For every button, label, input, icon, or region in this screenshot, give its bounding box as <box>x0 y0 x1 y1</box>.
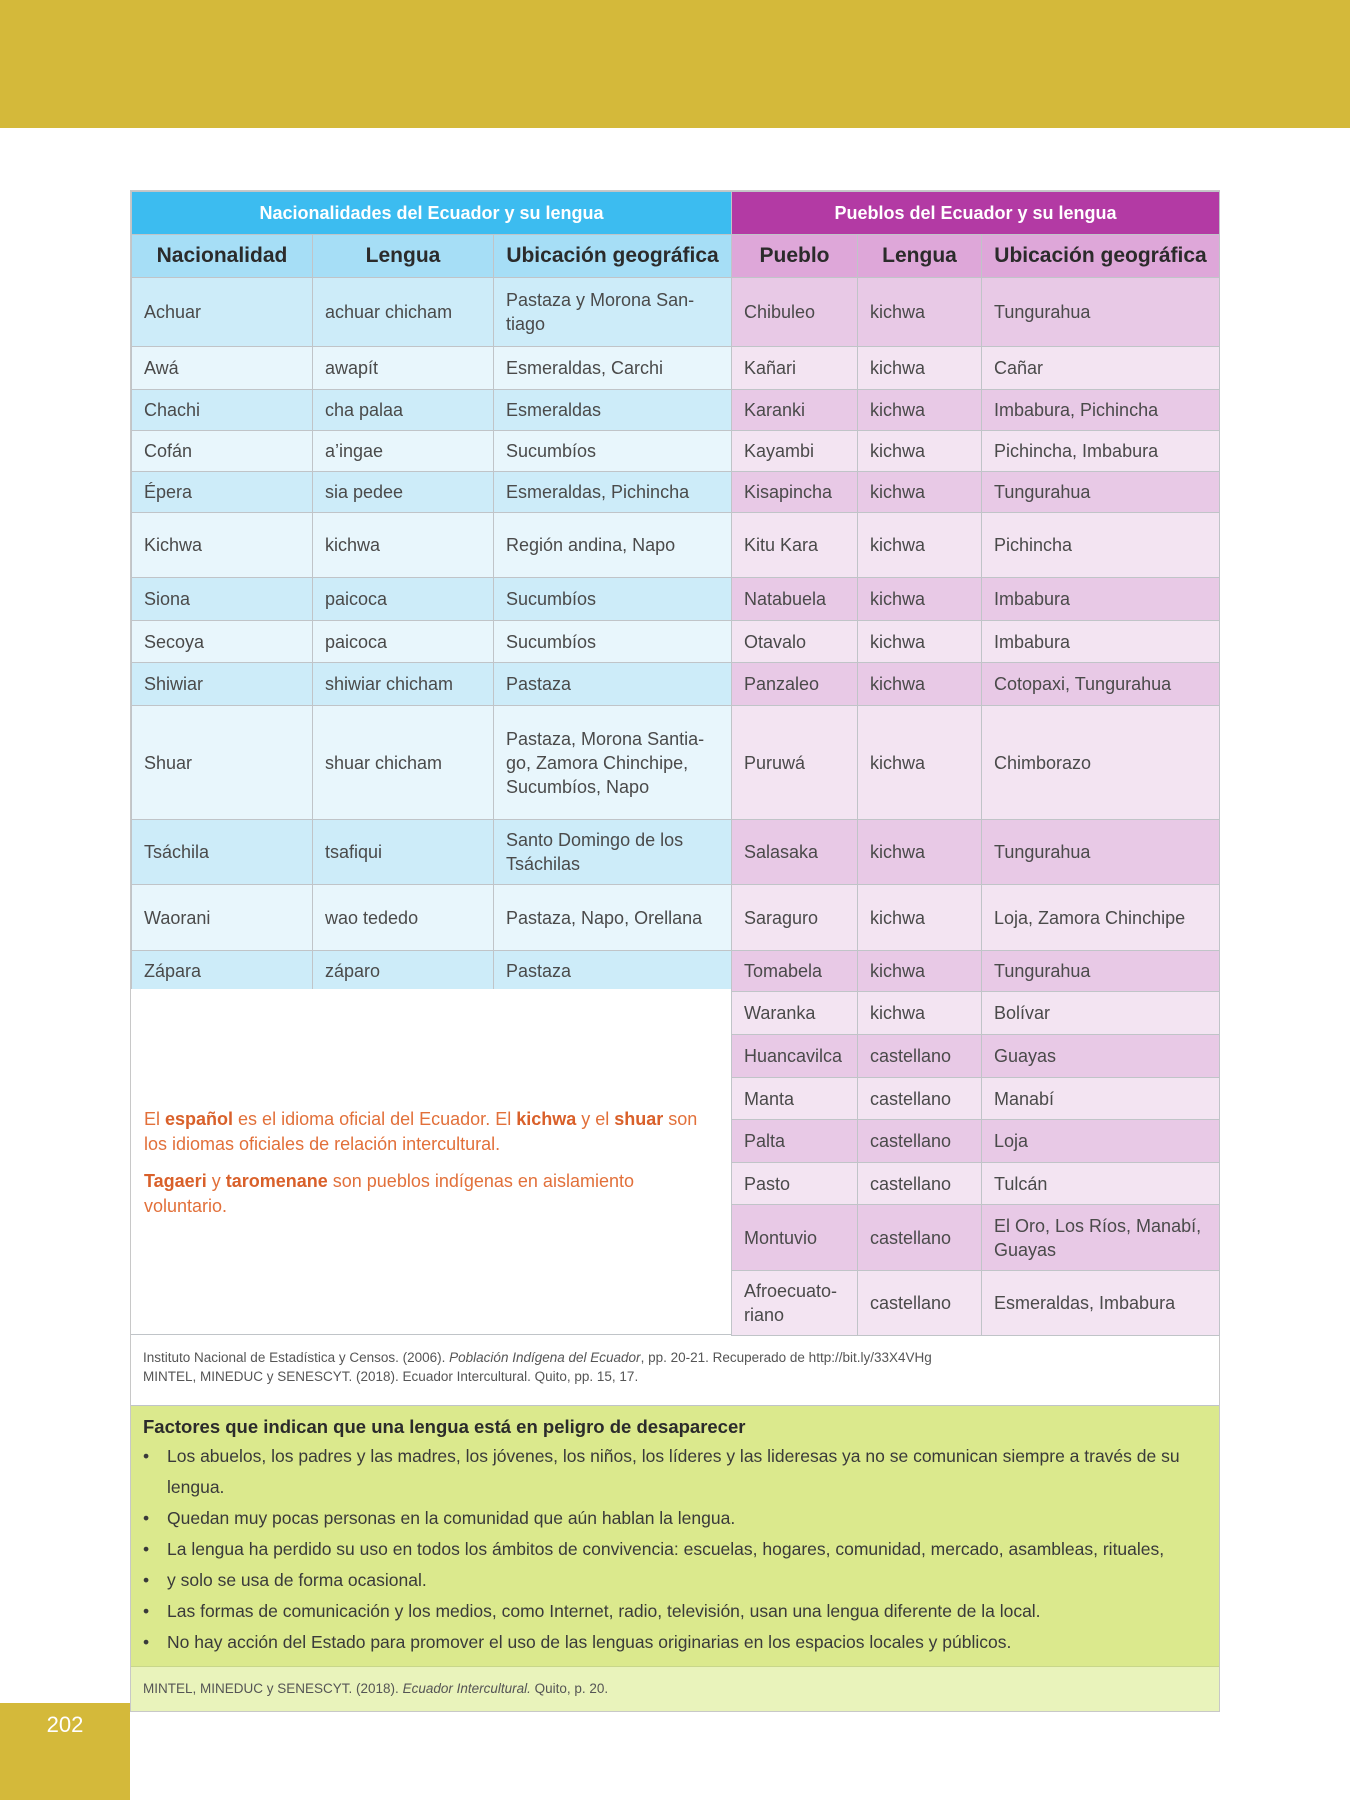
cell: Pastaza <box>494 663 732 706</box>
bullet-icon: • <box>143 1446 150 1466</box>
cell: Afroecuato-riano <box>732 1271 858 1336</box>
cell: achuar chicham <box>313 278 494 347</box>
peoples-caption: Pueblos del Ecuador y su lengua <box>732 192 1220 235</box>
table-row <box>132 951 732 992</box>
cell: Kisapincha <box>732 472 858 513</box>
cell: El Oro, Los Ríos, Manabí, Guayas <box>982 1205 1220 1271</box>
table-row <box>732 1035 1220 1078</box>
cell: Siona <box>132 578 313 621</box>
cell: kichwa <box>858 885 982 951</box>
table-row <box>732 578 1220 621</box>
cell: kichwa <box>858 706 982 820</box>
source-1: Instituto Nacional de Estadística y Censos. (2006). Población Indígena del Ecuador, pp. 20-21. Recuperado de http://bit.ly/33X4VHg <box>143 1350 932 1365</box>
cell: Cañar <box>982 347 1220 390</box>
cell: Achuar <box>132 278 313 347</box>
table-row <box>132 663 732 706</box>
header-nacionalidad: Nacionalidad <box>132 235 313 278</box>
cell: Huancavilca <box>732 1035 858 1078</box>
cell: Kayambi <box>732 431 858 472</box>
cell: Sucumbíos <box>494 578 732 621</box>
cell: Sucumbíos <box>494 621 732 663</box>
cell: Shiwiar <box>132 663 313 706</box>
cell: Tungurahua <box>982 472 1220 513</box>
cell: Karanki <box>732 390 858 431</box>
cell: a’ingae <box>313 431 494 472</box>
list-item: • Las formas de comunicación y los medios, como Internet, radio, televisión, usan una lengua diferente de la local. <box>143 1596 1207 1627</box>
cell: Panzaleo <box>732 663 858 706</box>
cell: kichwa <box>858 513 982 578</box>
cell: paicoca <box>313 578 494 621</box>
cell: kichwa <box>858 663 982 706</box>
cell: kichwa <box>858 992 982 1035</box>
cell: kichwa <box>858 578 982 621</box>
table-row <box>732 621 1220 663</box>
cell: Waranka <box>732 992 858 1035</box>
peoples-table <box>731 191 1219 1336</box>
cell: Tungurahua <box>982 951 1220 992</box>
bullet-icon: • <box>143 1539 150 1559</box>
cell: Chachi <box>132 390 313 431</box>
cell: Pastaza y Morona San-tiago <box>494 278 732 347</box>
header-lengua: Lengua <box>858 235 982 278</box>
table-row <box>732 1078 1220 1120</box>
factors-list <box>143 1441 1207 1658</box>
cell: Esmeraldas, Pichincha <box>494 472 732 513</box>
cell: kichwa <box>858 820 982 885</box>
table-row <box>732 885 1220 951</box>
cell: Natabuela <box>732 578 858 621</box>
table-row <box>732 513 1220 578</box>
table-row <box>132 431 732 472</box>
table-row <box>732 992 1220 1035</box>
list-item: • y solo se usa de forma ocasional. <box>143 1565 1207 1596</box>
bullet-icon: • <box>143 1570 150 1590</box>
cell: Chimborazo <box>982 706 1220 820</box>
table-row <box>132 621 732 663</box>
cell: castellano <box>858 1271 982 1336</box>
cell: kichwa <box>858 390 982 431</box>
factors-source: MINTEL, MINEDUC y SENESCYT. (2018). Ecuador Intercultural. Quito, p. 20. <box>131 1666 1219 1711</box>
content-frame <box>130 190 1220 1712</box>
cell: cha palaa <box>313 390 494 431</box>
cell: Tsáchila <box>132 820 313 885</box>
cell: kichwa <box>858 472 982 513</box>
sources <box>131 1334 1219 1405</box>
cell: Waorani <box>132 885 313 951</box>
cell: Kitu Kara <box>732 513 858 578</box>
bullet-icon: • <box>143 1632 150 1652</box>
source-2: MINTEL, MINEDUC y SENESCYT. (2018). Ecuador Intercultural. Quito, pp. 15, 17. <box>143 1369 639 1384</box>
nationalities-table <box>131 191 731 992</box>
cell: Pastaza <box>494 951 732 992</box>
cell: castellano <box>858 1078 982 1120</box>
header-band <box>0 0 1350 128</box>
cell: Otavalo <box>732 621 858 663</box>
list-item: • La lengua ha perdido su uso en todos los ámbitos de convivencia: escuelas, hogares, comunidad, mercado, asambleas, rituales, <box>143 1534 1207 1565</box>
table-row <box>132 706 732 820</box>
table-row <box>732 1205 1220 1271</box>
page-number: 202 <box>46 1712 84 1737</box>
table-row <box>132 472 732 513</box>
cell: Saraguro <box>732 885 858 951</box>
cell: castellano <box>858 1035 982 1078</box>
cell: Pichincha, Imbabura <box>982 431 1220 472</box>
cell: Pasto <box>732 1163 858 1205</box>
cell: paicoca <box>313 621 494 663</box>
cell: Tulcán <box>982 1163 1220 1205</box>
cell: Imbabura <box>982 621 1220 663</box>
cell: kichwa <box>858 951 982 992</box>
cell: Esmeraldas <box>494 390 732 431</box>
official-languages-note: El español es el idioma oficial del Ecuador. El kichwa y el shuar son los idiomas oficiales de relación intercultural. <box>144 1109 698 1154</box>
header-ubicacion: Ubicación geográfica <box>494 235 732 278</box>
isolated-peoples-note: Tagaeri y taromenane son pueblos indígenas en aislamiento voluntario. <box>144 1171 634 1216</box>
cell: tsafiqui <box>313 820 494 885</box>
factors-box <box>131 1405 1219 1666</box>
cell: castellano <box>858 1120 982 1163</box>
cell: castellano <box>858 1163 982 1205</box>
cell: wao tededo <box>313 885 494 951</box>
nationalities-caption: Nacionalidades del Ecuador y su lengua <box>132 192 732 235</box>
bullet-icon: • <box>143 1601 150 1621</box>
cell: Kañari <box>732 347 858 390</box>
table-row <box>732 1120 1220 1163</box>
cell: Secoya <box>132 621 313 663</box>
table-row <box>732 472 1220 513</box>
cell: Pastaza, Napo, Orellana <box>494 885 732 951</box>
cell: Pastaza, Morona Santia-go, Zamora Chinchipe, Sucumbíos, Napo <box>494 706 732 820</box>
cell: Palta <box>732 1120 858 1163</box>
cell: Montuvio <box>732 1205 858 1271</box>
cell: kichwa <box>313 513 494 578</box>
cell: kichwa <box>858 621 982 663</box>
cell: Imbabura, Pichincha <box>982 390 1220 431</box>
bullet-icon: • <box>143 1508 150 1528</box>
table-row <box>732 278 1220 347</box>
table-row <box>732 663 1220 706</box>
table-row <box>732 431 1220 472</box>
cell: shuar chicham <box>313 706 494 820</box>
list-item: • Los abuelos, los padres y las madres, los jóvenes, los niños, los líderes y las lideresas ya no se comunican siempre a través de su lengua. <box>143 1441 1207 1503</box>
table-row <box>132 885 732 951</box>
cell: Awá <box>132 347 313 390</box>
cell: Zápara <box>132 951 313 992</box>
cell: Sucumbíos <box>494 431 732 472</box>
cell: sia pedee <box>313 472 494 513</box>
cell: Imbabura <box>982 578 1220 621</box>
cell: Chibuleo <box>732 278 858 347</box>
table-row <box>132 578 732 621</box>
cell: shiwiar chicham <box>313 663 494 706</box>
cell: Bolívar <box>982 992 1220 1035</box>
table-row <box>732 1163 1220 1205</box>
table-row <box>132 278 732 347</box>
cell: Salasaka <box>732 820 858 885</box>
table-row <box>732 820 1220 885</box>
cell: Loja, Zamora Chinchipe <box>982 885 1220 951</box>
table-row <box>132 347 732 390</box>
list-item: • No hay acción del Estado para promover el uso de las lenguas originarias en los espacios locales y públicos. <box>143 1627 1207 1658</box>
cell: Kichwa <box>132 513 313 578</box>
cell: Tomabela <box>732 951 858 992</box>
cell: kichwa <box>858 278 982 347</box>
cell: Guayas <box>982 1035 1220 1078</box>
cell: kichwa <box>858 347 982 390</box>
table-row <box>732 347 1220 390</box>
cell: Loja <box>982 1120 1220 1163</box>
cell: Manta <box>732 1078 858 1120</box>
cell: kichwa <box>858 431 982 472</box>
cell: Esmeraldas, Imbabura <box>982 1271 1220 1336</box>
cell: Cofán <box>132 431 313 472</box>
cell: awapít <box>313 347 494 390</box>
cell: Pichincha <box>982 513 1220 578</box>
cell: Épera <box>132 472 313 513</box>
table-row <box>732 390 1220 431</box>
cell: Puruwá <box>732 706 858 820</box>
cell: castellano <box>858 1205 982 1271</box>
cell: Esmeraldas, Carchi <box>494 347 732 390</box>
notes-area <box>131 989 732 1334</box>
cell: Región andina, Napo <box>494 513 732 578</box>
table-row <box>732 1271 1220 1336</box>
table-row <box>132 390 732 431</box>
cell: Cotopaxi, Tungurahua <box>982 663 1220 706</box>
table-row <box>732 951 1220 992</box>
header-lengua: Lengua <box>313 235 494 278</box>
factors-title: Factores que indican que una lengua está en peligro de desaparecer <box>143 1416 746 1437</box>
cell: Manabí <box>982 1078 1220 1120</box>
cell: Santo Domingo de los Tsáchilas <box>494 820 732 885</box>
cell: Tungurahua <box>982 820 1220 885</box>
cell: Shuar <box>132 706 313 820</box>
header-pueblo: Pueblo <box>732 235 858 278</box>
cell: záparo <box>313 951 494 992</box>
tables-area <box>131 191 1219 1334</box>
header-ubicacion: Ubicación geográfica <box>982 235 1220 278</box>
list-item: • Quedan muy pocas personas en la comunidad que aún hablan la lengua. <box>143 1503 1207 1534</box>
table-row <box>732 706 1220 820</box>
table-row <box>132 820 732 885</box>
table-row <box>132 513 732 578</box>
cell: Tungurahua <box>982 278 1220 347</box>
